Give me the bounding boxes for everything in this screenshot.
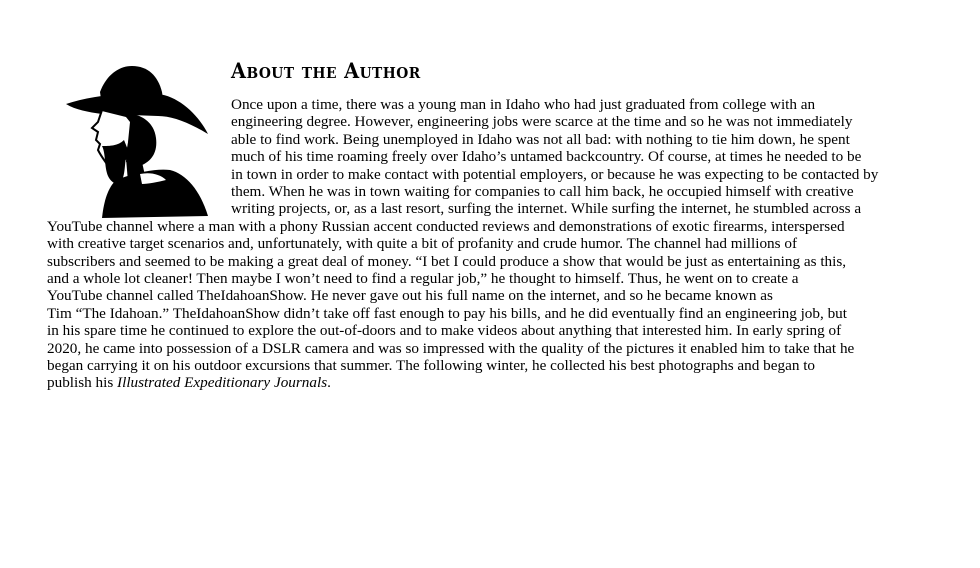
page-title: About the Author [231,58,421,83]
last-line-prefix: publish his [47,374,118,392]
body-line: Tim “The Idahoan.” TheIdahoanShow didn’t take off fast enough to pay his bills, and he did eventually find an engineering job, but [47,304,847,322]
body-line: YouTube channel called TheIdahoanShow. He never gave out his full name on the internet, and so he became known as [47,287,773,305]
book-title: Illustrated Expeditionary Journals [117,374,328,392]
author-silhouette-icon [62,62,212,220]
body-line-last [47,374,331,391]
body-line: engineering degree. However, engineering jobs were scarce at the time and so he was not immediately [231,113,853,131]
body-line: Once upon a time, there was a young man in Idaho who had just graduated from college with an [231,96,816,113]
body-line: in his spare time he continued to explore the out-of-doors and to make videos about anything that interested him. In early spring of [47,322,842,340]
body-line: subscribers and seemed to be making a great deal of money. “I bet I could produce a show that would be just as entertaining as this, [47,252,847,270]
last-line-suffix: . [327,374,331,392]
body-line: in town in order to make contact with potential employers, or because he was expecting to be contacted by [231,165,879,183]
body-line: them. When he was in town waiting for companies to call him back, he occupied himself with creative [231,183,854,200]
body-line: able to find work. Being unemployed in Idaho was not all bad: with nothing to tie him down, he spent [231,130,850,148]
body-line: with creative target scenarios and, unfortunately, with quite a bit of profanity and crude humor. The channel had millions of [47,235,798,253]
body-line: YouTube channel where a man with a phony Russian accent conducted reviews and demonstrations of exotic firearms, interspersed [47,217,845,235]
body-line: and a whole lot cleaner! Then maybe I won’t need to find a regular job,” he thought to himself. Thus, he went on to create a [47,270,799,287]
body-line: 2020, he came into possession of a DSLR camera and was so impressed with the quality of the pictures it enabled him to take that he [47,339,855,357]
body-line: much of his time roaming freely over Idaho’s untamed backcountry. Of course, at times he needed to be [231,148,862,166]
body-line: began carrying it on his outdoor excursions that summer. The following winter, he collected his best photographs and began to [47,357,816,374]
body-line: writing projects, or, as a last resort, surfing the internet. While surfing the internet, he stumbled across a [231,200,862,218]
